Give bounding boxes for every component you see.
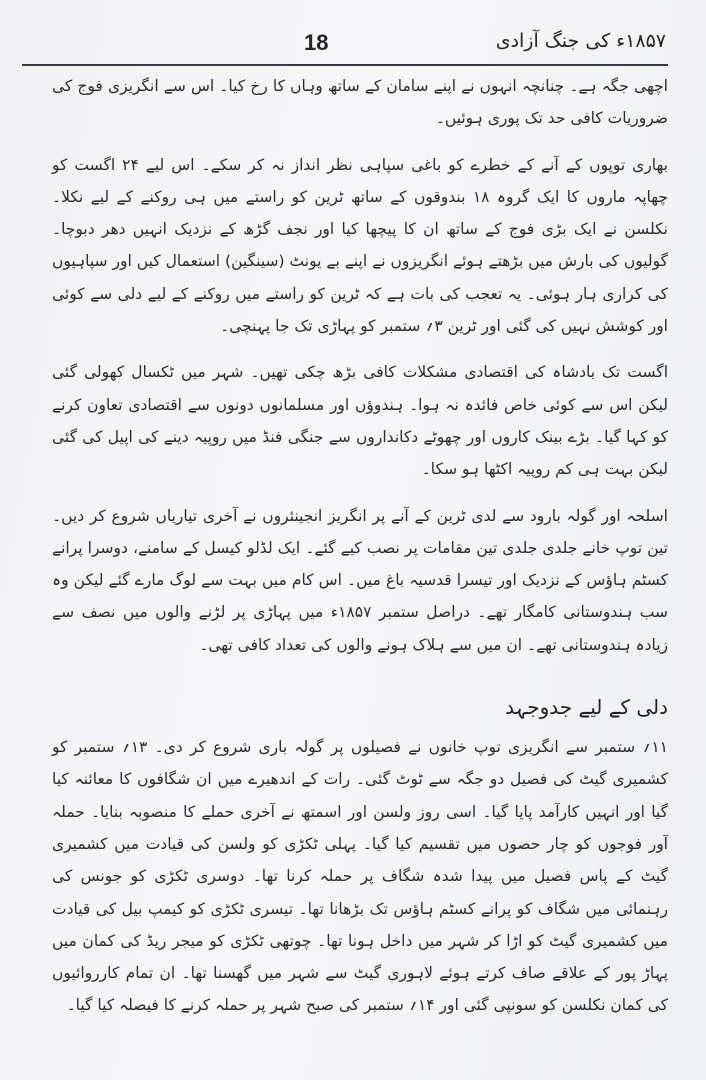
page-number: 18 bbox=[304, 30, 329, 55]
running-title: ۱۸۵۷ء کی جنگ آزادی bbox=[495, 30, 666, 52]
page-header bbox=[22, 28, 666, 64]
paragraph: بھاری توپوں کے آنے کے خطرے کو باغی سپاہی نظر انداز نہ کر سکے۔ اس لیے ۲۴ اگست کو چھاپہ ماروں کا ایک گروہ ۱۸ بندوقوں کے ساتھ ٹرین کو راستے میں ہی روکنے کے لیے نکلا۔ نکلسن نے ایک بڑی فوج کے ساتھ ان کا پیچھا کیا اور نجف گڑھ کے نزدیک انہیں دھر دبوچا۔ گولیوں کی بارش میں بڑھتے ہوئے انگریزوں نے اپنے بے یونٹ (سینگین) استعمال کیں اور سپاہیوں کی کراری ہار ہوئی۔ یہ تعجب کی بات ہے کہ ٹرین کو راستے میں روکنے کے لیے دلی سے کوئی اور کوشش نہیں کی گئی اور ٹرین ۳؍ ستمبر کو پہاڑی تک جا پہنچی۔ bbox=[52, 155, 668, 336]
paragraph: اچھی جگہ ہے۔ چنانچہ انہوں نے اپنے سامان کے ساتھ وہاں کا رخ کیا۔ اس سے انگریزی فوج کی ضروریات کافی حد تک پوری ہوئیں۔ bbox=[52, 77, 668, 128]
paragraph: اسلحہ اور گولہ بارود سے لدی ٹرین کے آنے پر انگریز انجینئروں نے آخری تیاریاں شروع کر دیں۔ تین توپ خانے جلدی جلدی تین مقامات پر نصب کیے گئے۔ ایک لڈلو کیسل کے سامنے، دوسرا پرانے کسٹم ہاؤس کے نزدیک اور تیسرا قدسیہ باغ میں۔ اس کام میں بہت سے لوگ مارے گئے لیکن وہ سب ہندوستانی کامگار تھے۔ دراصل ستمبر ۱۸۵۷ء میں پہاڑی پر لڑنے والوں میں نصف سے زیادہ ہندوستانی تھے۔ ان میں سے ہلاک ہونے والوں کی تعداد کافی تھی۔ bbox=[52, 506, 669, 654]
page-body bbox=[52, 70, 668, 1022]
header-rule bbox=[22, 64, 668, 66]
section-heading: دلی کے لیے جدوجہد bbox=[505, 695, 668, 720]
paragraph: اگست تک بادشاہ کی اقتصادی مشکلات کافی بڑھ چکی تھیں۔ شہر میں ٹکسال کھولی گئی لیکن اس سے کوئی خاص فائدہ نہ ہوا۔ ہندوؤں اور مسلمانوں دونوں سے اقتصادی تعاون کرنے کو کہا گیا۔ بڑے بینک کاروں اور چھوٹے دکانداروں سے جنگی فنڈ میں روپیہ دینے کی اپیل کی گئی لیکن بہت ہی کم روپیہ اکٹھا ہو سکا۔ bbox=[52, 363, 668, 479]
paragraph: ۱۱؍ ستمبر سے انگریزی توپ خانوں نے فصیلوں پر گولہ باری شروع کر دی۔ ۱۳؍ ستمبر کو کشمیری گیٹ کی فصیل دو جگہ سے ٹوٹ گئی۔ رات کے اندھیرے میں ان شگافوں کا معائنہ کیا گیا اور انہیں کارآمد پایا گیا۔ اسی روز ولسن اور اسمتھ نے آخری حملے کا منصوبہ بنایا۔ حملہ آور فوجوں کو چار حصوں میں تقسیم کیا گیا۔ پہلی ٹکڑی کو ولسن کی قیادت میں کشمیری گیٹ کے پاس فصیل میں پیدا شدہ شگاف پر حملہ کرنا تھا۔ دوسری ٹکڑی کو جونس کی رہنمائی میں شگاف کو پرانے کسٹم ہاؤس تک بڑھانا تھا۔ تیسری ٹکڑی کو کیمپ بیل کی قیادت میں کشمیری گیٹ کو اڑا کر شہر میں داخل ہونا تھا۔ چوتھی ٹکڑی کو میجر ریڈ کی کمان میں پہاڑ پور کے علاقے صاف کرتے ہوئے لاہوری گیٹ سے شہر میں گھسنا تھا۔ ان تمام کارروائیوں کی کمان نکلسن کو سونپی گئی اور ۱۴؍ ستمبر کی صبح شہر پر حملہ کرنے کا فیصلہ کیا گیا۔ bbox=[52, 738, 668, 1015]
